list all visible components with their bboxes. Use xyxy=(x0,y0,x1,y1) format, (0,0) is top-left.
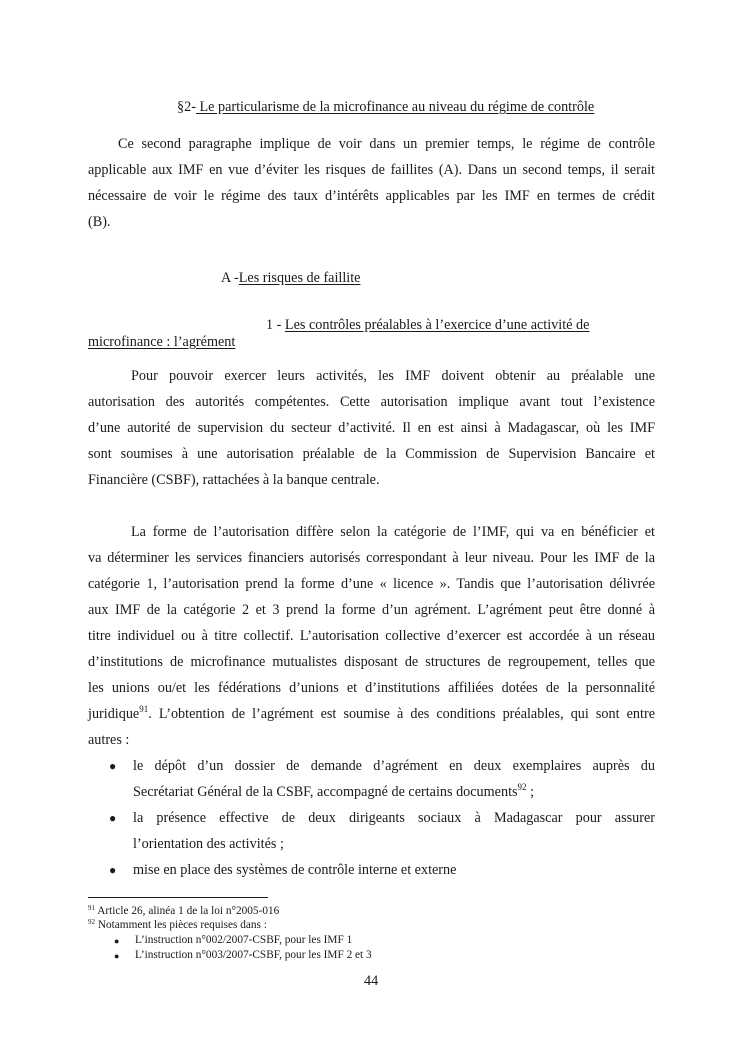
bullet-dot-icon: ● xyxy=(109,811,117,825)
intro-line: Ce second paragraphe implique de voir dans un premier temps, le régime de contrôle xyxy=(118,136,655,152)
para1-line: Financière (CSBF), rattachées à la banque centrale. xyxy=(88,472,380,488)
section-prefix: §2- xyxy=(177,99,196,115)
subsection-1-prefix: 1 - xyxy=(266,317,285,333)
subsection-a-prefix: A - xyxy=(221,270,239,286)
para2-line: les unions ou/et les fédérations d’unions et d’institutions affiliées dotées de la personnalité xyxy=(88,680,655,696)
footnote-ref-92: 92 xyxy=(517,782,527,792)
page-number: 44 xyxy=(364,973,379,989)
section-heading xyxy=(177,99,594,116)
para1-line: autorisation des autorités compétentes. Cette autorisation implique avant tout l’existence xyxy=(88,394,655,410)
intro-line: nécessaire de voir le régime des taux d’intérêts applicables par les IMF en termes de crédit xyxy=(88,188,655,204)
para2-line: aux IMF de la catégorie 2 et 3 prend la forme d’un agrément. L’agrément peut être donné à xyxy=(88,602,655,618)
para2-line: La forme de l’autorisation diffère selon la catégorie de l’IMF, qui va en bénéficier et xyxy=(131,524,655,540)
para2-text: juridique xyxy=(88,706,140,722)
bullet-2-line1: la présence effective de deux dirigeants sociaux à Madagascar pour assurer xyxy=(133,810,655,826)
bullet-text: ; xyxy=(526,784,535,800)
subsection-a-title: Les risques de faillite xyxy=(238,270,361,286)
para1-line: Pour pouvoir exercer leurs activités, les IMF doivent obtenir au préalable une xyxy=(131,368,655,384)
footnote-92-item: L’instruction n°003/2007-CSBF, pour les IMF 2 et 3 xyxy=(135,949,372,961)
intro-line: applicable aux IMF en vue d’éviter les risques de faillites (A). Dans un second temps, il serait xyxy=(88,162,655,178)
subsection-1-title-line1: Les contrôles préalables à l’exercice d’une activité de xyxy=(284,317,590,333)
bullet-1-line2 xyxy=(133,784,655,801)
footnote-92 xyxy=(88,919,267,932)
intro-line: (B). xyxy=(88,214,111,230)
footnote-91 xyxy=(88,905,279,918)
footnote-text: Article 26, alinéa 1 de la loi n°2005-016 xyxy=(95,905,280,917)
para2-line-with-note xyxy=(88,706,655,723)
bullet-text: Secrétariat Général de la CSBF, accompagné de certains documents xyxy=(133,784,518,800)
para2-line: titre individuel ou à titre collectif. L’autorisation collective d’exercer est accordée à un réseau xyxy=(88,628,655,644)
bullet-dot-icon: ● xyxy=(114,951,120,961)
para2-line: va déterminer les services financiers autorisés correspondant à leur niveau. Pour les IMF de la xyxy=(88,550,655,566)
subsection-a-heading xyxy=(221,270,360,287)
section-title: Le particularisme de la microfinance au niveau du régime de contrôle xyxy=(195,99,595,115)
bullet-2-line2: l’orientation des activités ; xyxy=(133,836,284,852)
para2-line: autres : xyxy=(88,732,130,748)
subsection-1-title-line2: microfinance : l’agrément xyxy=(88,334,236,350)
bullet-1-line1: le dépôt d’un dossier de demande d’agrément en deux exemplaires auprès du xyxy=(133,758,655,774)
footnote-separator xyxy=(88,897,268,898)
para2-line: d’institutions de microfinance mutualistes disposant de structures de regroupement, telles que xyxy=(88,654,655,670)
para2-line: catégorie 1, l’autorisation prend la forme d’une « licence ». Tandis que l’autorisation délivrée xyxy=(88,576,655,592)
footnote-ref-91: 91 xyxy=(139,704,149,714)
para2-text: . L’obtention de l’agrément est soumise à des conditions préalables, qui sont entre xyxy=(148,706,655,722)
bullet-dot-icon: ● xyxy=(109,759,117,773)
bullet-dot-icon: ● xyxy=(114,936,120,946)
footnote-92-item: L’instruction n°002/2007-CSBF, pour les IMF 1 xyxy=(135,934,353,946)
footnote-number: 91 xyxy=(88,904,95,912)
para1-line: sont soumises à une autorisation préalable de la Commission de Supervision Bancaire et xyxy=(88,446,655,462)
bullet-dot-icon: ● xyxy=(109,863,117,877)
bullet-3-line1: mise en place des systèmes de contrôle interne et externe xyxy=(133,862,457,878)
para1-line: d’une autorité de supervision du secteur d’activité. Il en est ainsi à Madagascar, où les IMF xyxy=(88,420,655,436)
footnote-number: 92 xyxy=(88,918,95,926)
subsection-1-heading xyxy=(266,317,589,334)
footnote-text: Notamment les pièces requises dans : xyxy=(95,919,267,931)
